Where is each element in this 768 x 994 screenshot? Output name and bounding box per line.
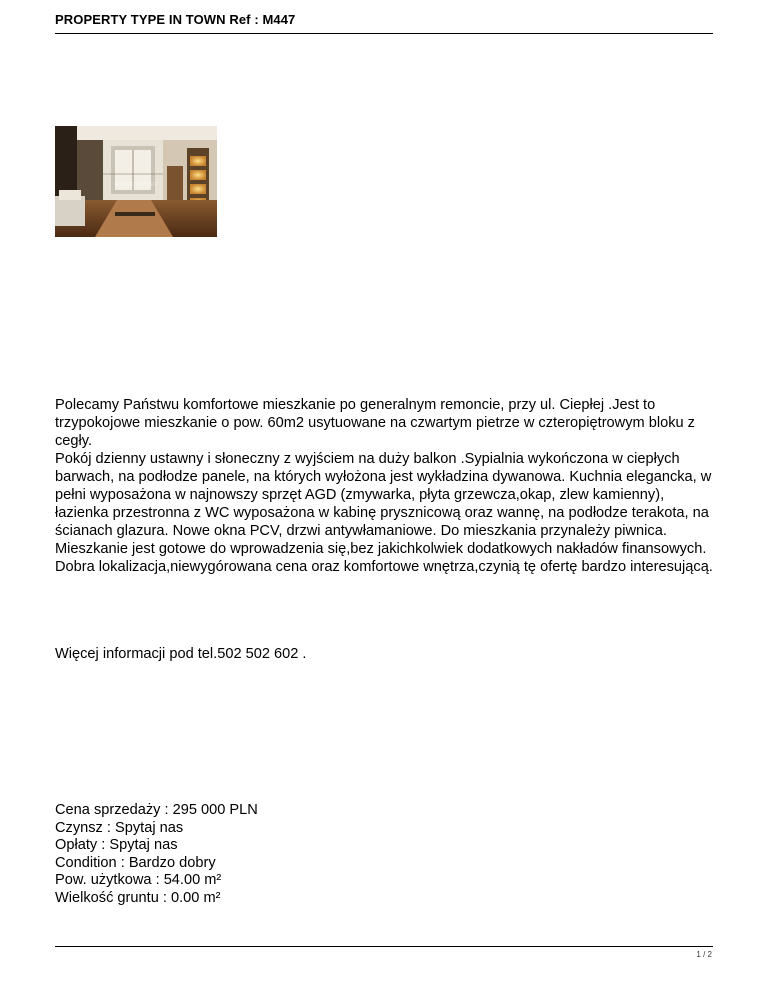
detail-land-size: Wielkość gruntu : 0.00 m²: [55, 889, 221, 906]
detail-usable-area: Pow. użytkowa : 54.00 m²: [55, 872, 222, 888]
contact-info: Więcej informacji pod tel.502 502 602 .: [55, 646, 307, 662]
photo-watermark: NIERUCHOMOŚCI: [114, 182, 158, 188]
property-photo: [55, 126, 217, 237]
description-paragraph: Pokój dzienny ustawny i słoneczny z wyjściem na duży balkon .Sypialnia wykończona w ciepłych barwach, na podłodze panele, na których wyłożona jest wykładzina dywanowa. Kuchnia elegancka, w pełni wyposażona w najnowszy sprzęt AGD (zmywarka, płyta grzewcza,okap, zlew kamienny), łazienka przestronna z WC wyposażona w kabinę prysznicową oraz wannę, na podłodze terakota, na ścianach glazura. Nowe okna PCV, drzwi antywłamaniowe. Do mieszkania przynależy piwnica. Mieszkanie jest gotowe do wprowadzenia się,bez jakichkolwiek dodatkowych nakładów finansowych. Dobra lokalizacja,niewygórowana cena oraz komfortowe wnętrza,czynią tę ofertę bardzo interesującą.: [55, 451, 713, 575]
detail-price: Cena sprzedaży : 295 000 PLN: [55, 802, 258, 818]
description-paragraph: Polecamy Państwu komfortowe mieszkanie po generalnym remoncie, przy ul. Ciepłej .Jest to trzypokojowe mieszkanie o pow. 60m2 usytuowane na czwartym pietrze w czteropiętrowym bloku z cegły.: [55, 397, 695, 449]
page-title: PROPERTY TYPE IN TOWN Ref : M447: [55, 12, 296, 27]
page-number: 1 / 2: [696, 950, 712, 959]
footer-divider: [55, 946, 713, 947]
detail-fees: Opłaty : Spytaj nas: [55, 837, 178, 853]
header-divider: [55, 33, 713, 34]
property-details: [55, 802, 258, 907]
detail-condition: Condition : Bardzo dobry: [55, 854, 216, 871]
detail-rent: Czynsz : Spytaj nas: [55, 819, 184, 836]
property-description: [55, 396, 719, 576]
